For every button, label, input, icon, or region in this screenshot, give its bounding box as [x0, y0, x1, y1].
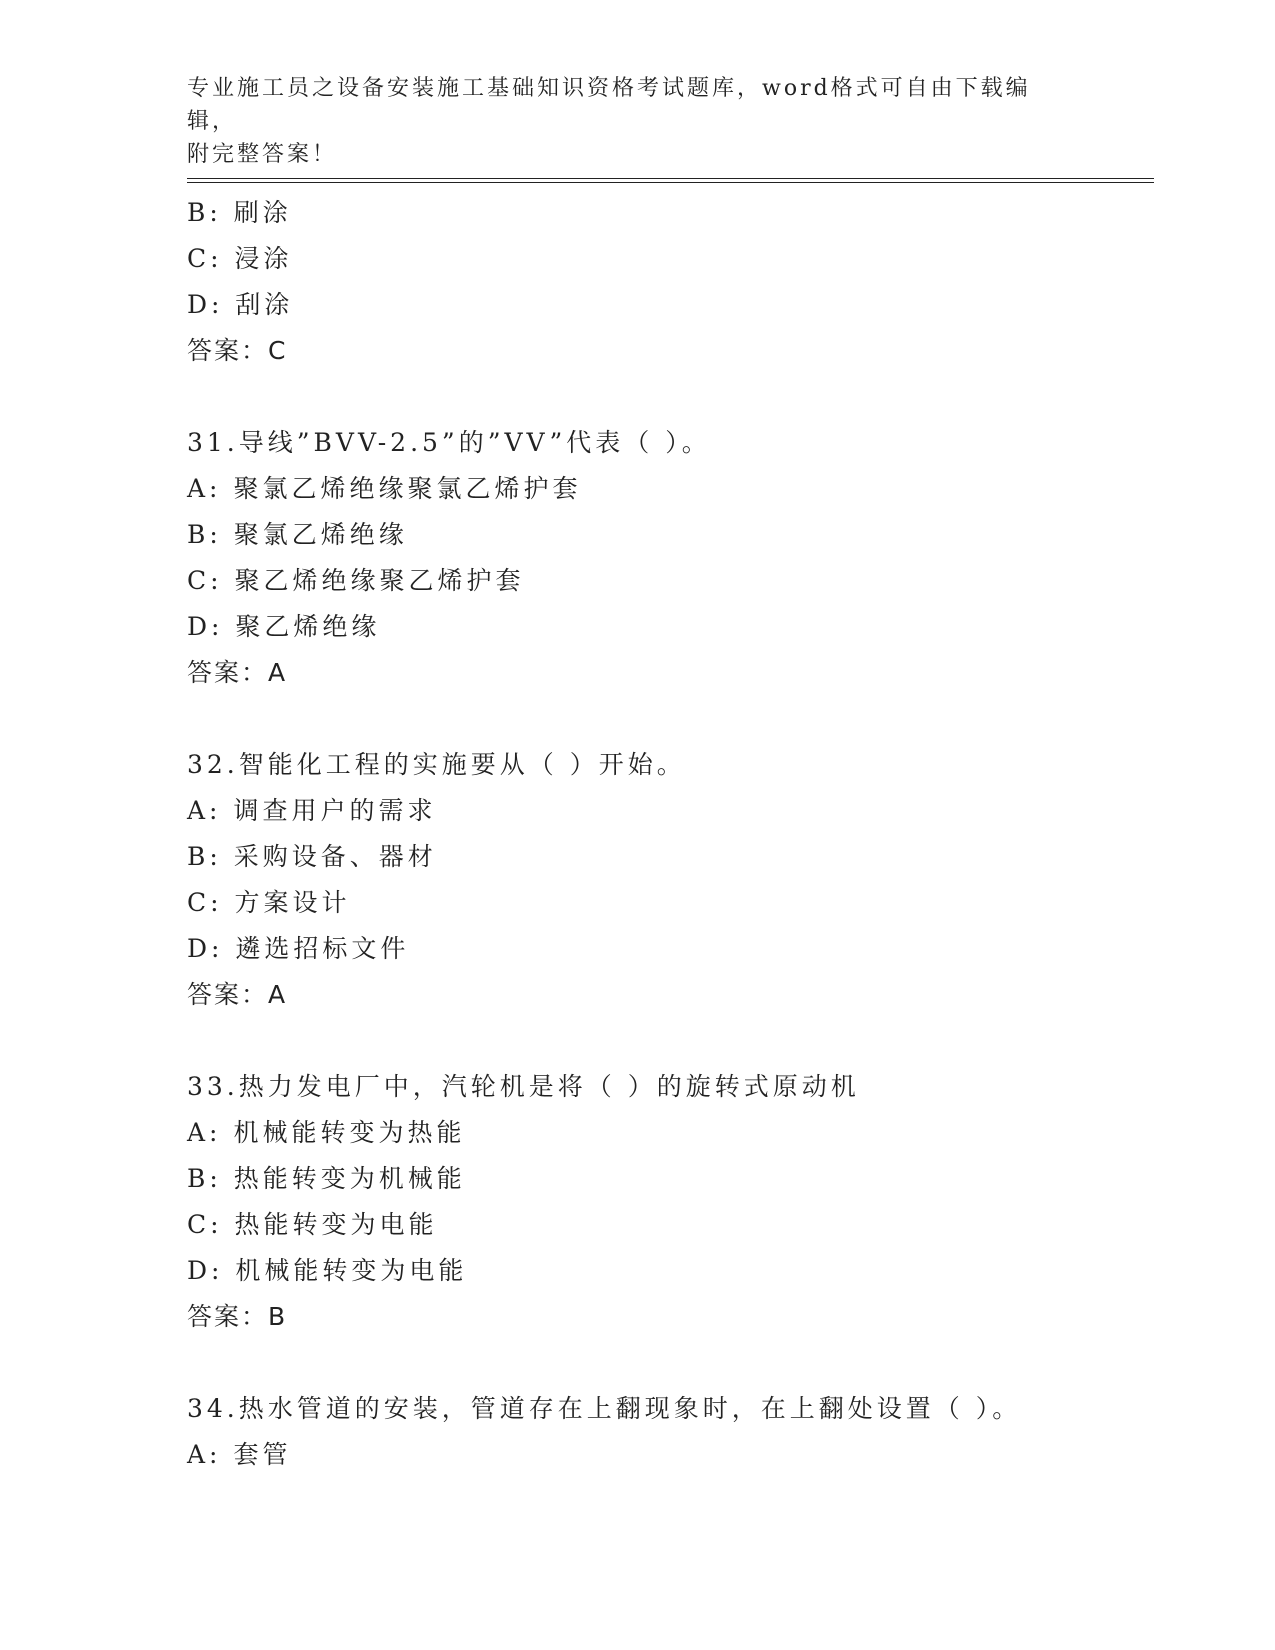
- question-34: [187, 1386, 1147, 1478]
- spacer: [187, 1018, 1147, 1064]
- option-label: C:: [187, 566, 223, 595]
- option-c: [187, 236, 1147, 282]
- option-label: D:: [187, 1256, 224, 1285]
- option-text: 调查用户的需求: [233, 796, 437, 825]
- option-d: [187, 926, 1147, 972]
- option-text: 采购设备、器材: [233, 842, 437, 871]
- spacer: [187, 696, 1147, 742]
- header-line-1: 专业施工员之设备安装施工基础知识资格考试题库，word格式可自由下载编辑，: [187, 76, 1031, 134]
- option-c: [187, 880, 1147, 926]
- question-stem: 31.导线”BVV-2.5”的”VV”代表（ ）。: [187, 428, 711, 457]
- option-label: B:: [187, 520, 222, 549]
- option-a: [187, 466, 1147, 512]
- option-label: A:: [187, 796, 222, 825]
- page-header: [187, 72, 1067, 171]
- option-label: C:: [187, 244, 223, 273]
- option-label: A:: [187, 474, 222, 503]
- option-label: B:: [187, 842, 222, 871]
- answer-line: 答案：B: [187, 1302, 288, 1331]
- answer-line: 答案：A: [187, 980, 288, 1009]
- question-32: [187, 742, 1147, 1018]
- header-divider: [187, 178, 1154, 183]
- option-a: [187, 1432, 1147, 1478]
- answer-line: 答案：A: [187, 658, 288, 687]
- question-stem: 34.热水管道的安装，管道存在上翻现象时，在上翻处设置（ ）。: [187, 1394, 1022, 1423]
- option-d: [187, 282, 1147, 328]
- option-a: [187, 788, 1147, 834]
- option-text: 聚乙烯绝缘聚乙烯护套: [234, 566, 525, 595]
- option-text: 方案设计: [234, 888, 351, 917]
- option-label: B:: [187, 1164, 222, 1193]
- option-d: [187, 1248, 1147, 1294]
- option-text: 聚氯乙烯绝缘: [233, 520, 408, 549]
- option-label: D:: [187, 934, 224, 963]
- option-b: [187, 190, 1147, 236]
- option-label: C:: [187, 888, 223, 917]
- question-31: [187, 420, 1147, 696]
- option-c: [187, 1202, 1147, 1248]
- option-label: A:: [187, 1118, 222, 1147]
- option-text: 机械能转变为热能: [233, 1118, 466, 1147]
- option-c: [187, 558, 1147, 604]
- option-text: 聚乙烯绝缘: [235, 612, 381, 641]
- option-label: A:: [187, 1440, 222, 1469]
- question-stem: 33.热力发电厂中，汽轮机是将（ ）的旋转式原动机: [187, 1072, 860, 1101]
- option-a: [187, 1110, 1147, 1156]
- option-text: 机械能转变为电能: [235, 1256, 468, 1285]
- option-b: [187, 1156, 1147, 1202]
- option-label: B:: [187, 198, 222, 227]
- document-body: [187, 190, 1147, 1478]
- option-label: D:: [187, 290, 224, 319]
- question-30-continuation: [187, 190, 1147, 374]
- option-b: [187, 512, 1147, 558]
- option-d: [187, 604, 1147, 650]
- option-text: 刷涂: [233, 198, 292, 227]
- option-text: 刮涂: [235, 290, 294, 319]
- option-text: 热能转变为机械能: [233, 1164, 466, 1193]
- spacer: [187, 1340, 1147, 1386]
- question-stem: 32.智能化工程的实施要从（ ）开始。: [187, 750, 686, 779]
- option-text: 聚氯乙烯绝缘聚氯乙烯护套: [233, 474, 582, 503]
- option-text: 遴选招标文件: [235, 934, 410, 963]
- option-text: 热能转变为电能: [234, 1210, 438, 1239]
- header-line-2: 附完整答案！: [187, 142, 338, 167]
- question-33: [187, 1064, 1147, 1340]
- answer-line: 答案：C: [187, 336, 288, 365]
- option-label: C:: [187, 1210, 223, 1239]
- spacer: [187, 374, 1147, 420]
- option-b: [187, 834, 1147, 880]
- option-text: 套管: [233, 1440, 292, 1469]
- option-label: D:: [187, 612, 224, 641]
- option-text: 浸涂: [234, 244, 293, 273]
